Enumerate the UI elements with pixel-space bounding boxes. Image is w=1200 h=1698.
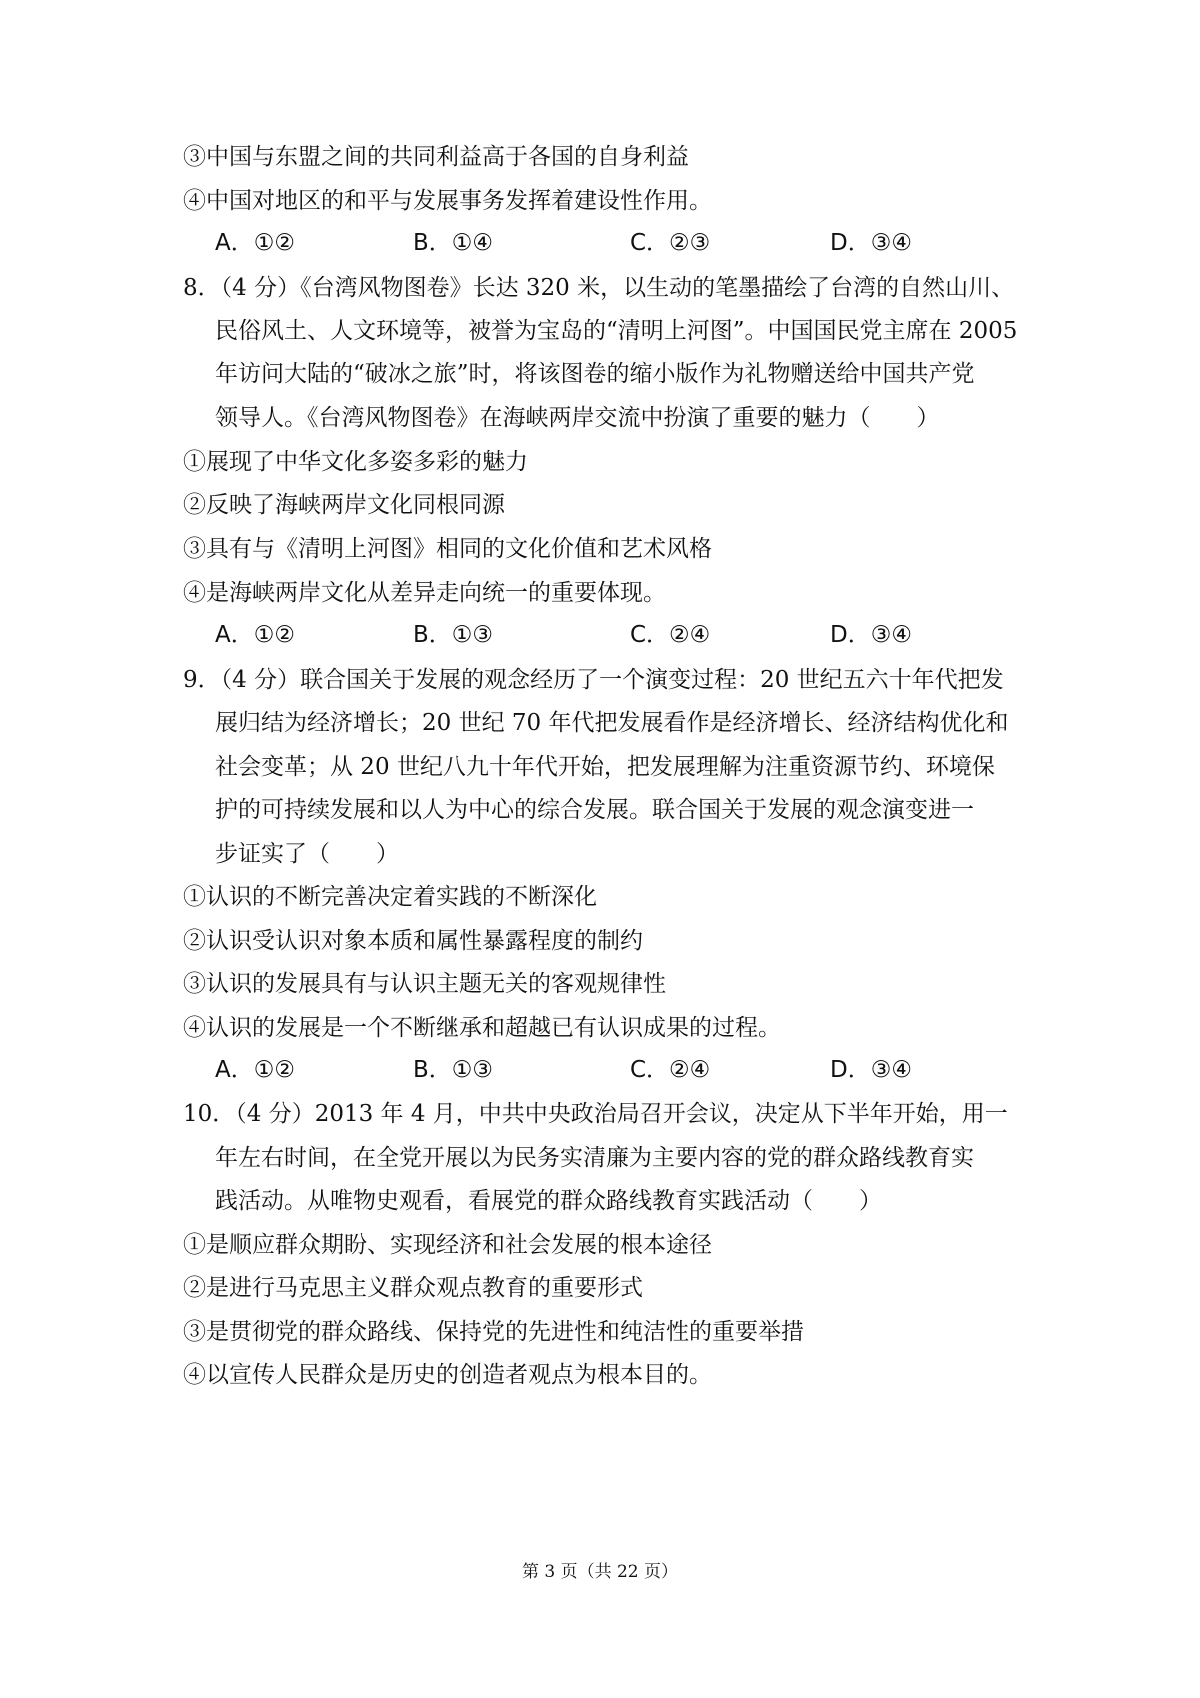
q8-choice-c: C．②④	[630, 622, 711, 648]
q8-option-3: ③具有与《清明上河图》相同的文化价值和艺术风格	[183, 536, 712, 562]
q9-stem-line-1: 9．（4 分）联合国关于发展的观念经历了一个演变过程：20 世纪五六十年代把发	[183, 667, 1004, 693]
q9-choice-c: C．②④	[630, 1057, 711, 1083]
q9-choice-a: A．①②	[215, 1057, 295, 1083]
q8-stem-line-3: 年访问大陆的“破冰之旅”时，将该图卷的缩小版作为礼物赠送给中国共产党	[215, 361, 975, 387]
q10-option-2: ②是进行马克思主义群众观点教育的重要形式	[183, 1275, 643, 1301]
q7-choice-d: D．③④	[830, 230, 912, 256]
q7-choice-c: C．②③	[630, 230, 711, 256]
q10-stem-line-1: 10．（4 分）2013 年 4 月，中共中央政治局召开会议，决定从下半年开始，用一	[183, 1101, 1008, 1127]
q8-choice-d: D．③④	[830, 622, 912, 648]
q8-stem-line-4: 领导人。《台湾风物图卷》在海峡两岸交流中扮演了重要的魅力（ ）	[215, 405, 940, 431]
q10-option-3: ③是贯彻党的群众路线、保持党的先进性和纯洁性的重要举措	[183, 1319, 804, 1345]
q8-option-4: ④是海峡两岸文化从差异走向统一的重要体现。	[183, 580, 666, 606]
q10-stem-line-2: 年左右时间，在全党开展以为民务实清廉为主要内容的党的群众路线教育实	[215, 1145, 974, 1171]
q7-choice-b: B．①④	[413, 230, 494, 256]
q8-choice-b: B．①③	[413, 622, 494, 648]
q7-option-3: ③中国与东盟之间的共同利益高于各国的自身利益	[183, 144, 689, 170]
q9-stem-line-5: 步证实了（ ）	[215, 841, 399, 867]
q8-stem-line-1: 8．（4 分）《台湾风物图卷》长达 320 米，以生动的笔墨描绘了台湾的自然山川、	[183, 275, 1015, 301]
q7-choice-a: A．①②	[215, 230, 295, 256]
q9-option-1: ①认识的不断完善决定着实践的不断深化	[183, 884, 597, 910]
q9-stem-line-2: 展归结为经济增长；20 世纪 70 年代把发展看作是经济增长、经济结构优化和	[215, 710, 1009, 736]
q9-choice-b: B．①③	[413, 1057, 494, 1083]
q8-stem-line-2: 民俗风土、人文环境等，被誉为宝岛的“清明上河图”。中国国民党主席在 2005	[215, 318, 1018, 344]
q8-option-2: ②反映了海峡两岸文化同根同源	[183, 492, 505, 518]
q10-stem-line-3: 践活动。从唯物史观看，看展党的群众路线教育实践活动（ ）	[215, 1188, 882, 1214]
q10-option-4: ④以宣传人民群众是历史的创造者观点为根本目的。	[183, 1362, 712, 1388]
q8-choice-a: A．①②	[215, 622, 295, 648]
q9-option-4: ④认识的发展是一个不断继承和超越已有认识成果的过程。	[183, 1015, 781, 1041]
q9-choice-d: D．③④	[830, 1057, 912, 1083]
q7-option-4: ④中国对地区的和平与发展事务发挥着建设性作用。	[183, 188, 712, 214]
q9-stem-line-4: 护的可持续发展和以人为中心的综合发展。联合国关于发展的观念演变进一	[215, 797, 974, 823]
q9-option-2: ②认识受认识对象本质和属性暴露程度的制约	[183, 928, 643, 954]
q8-option-1: ①展现了中华文化多姿多彩的魅力	[183, 449, 528, 475]
q9-option-3: ③认识的发展具有与认识主题无关的客观规律性	[183, 971, 666, 997]
q10-option-1: ①是顺应群众期盼、实现经济和社会发展的根本途径	[183, 1232, 712, 1258]
page-footer: 第 3 页（共 22 页）	[521, 1562, 679, 1582]
q9-stem-line-3: 社会变革；从 20 世纪八九十年代开始，把发展理解为注重资源节约、环境保	[215, 754, 995, 780]
